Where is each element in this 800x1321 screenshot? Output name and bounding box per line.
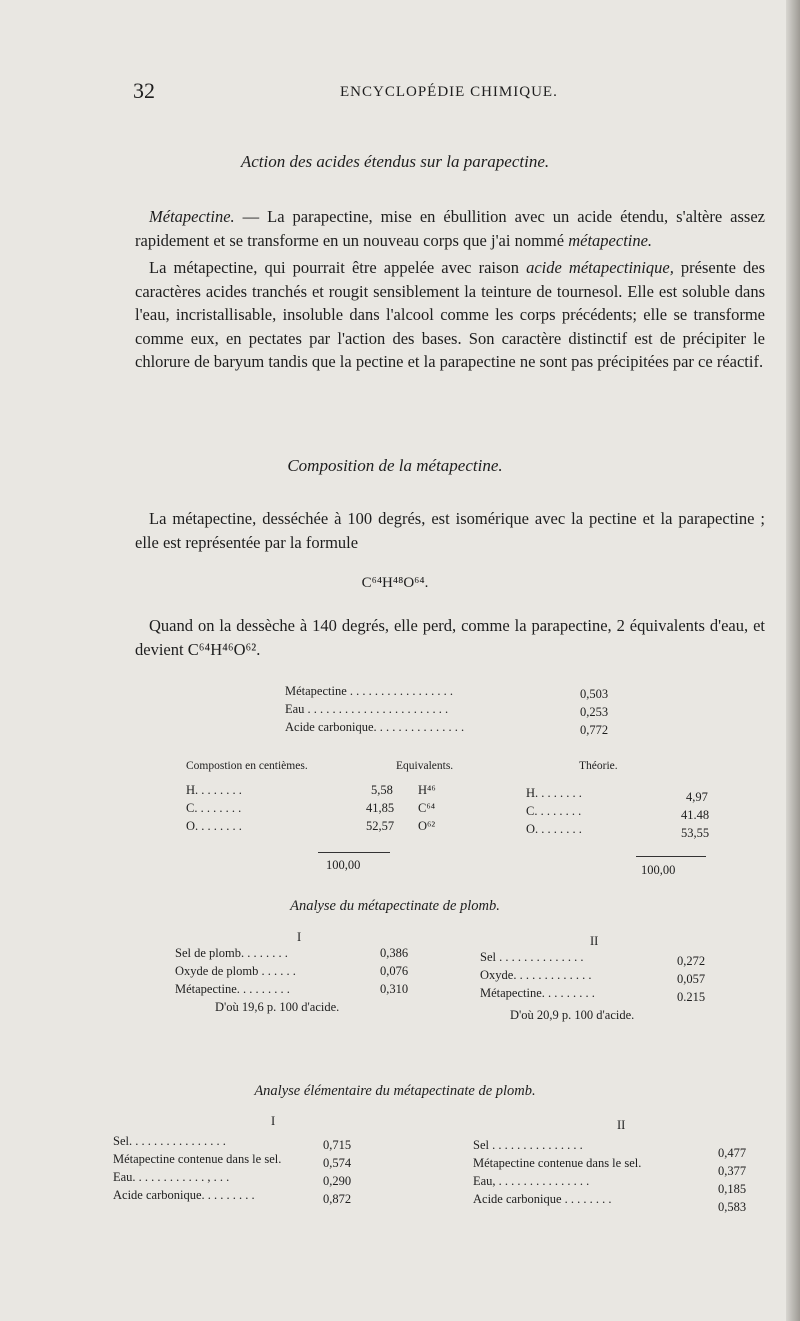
divider: [318, 852, 390, 853]
table-row: Eau. . . . . . . . . . . . , . . . 0,290: [113, 1170, 352, 1188]
paragraph-composition: [135, 507, 765, 554]
paragraph-text: La métapectine, qui pourrait être appelée avec raison: [149, 258, 527, 277]
table-row: Métapectine contenue dans le sel. 0,377: [473, 1156, 747, 1178]
formula: C⁶⁴H⁴⁸O⁶⁴.: [361, 575, 429, 591]
table-row: Métapectine. . . . . . . . . 0.215: [480, 986, 706, 1004]
table-row: Eau . . . . . . . . . . . . . . . . . . . . . . . 0,253: [285, 702, 609, 719]
composition-table: [186, 760, 710, 885]
table-row: Sel . . . . . . . . . . . . . . . 0,477: [473, 1138, 747, 1160]
column-label: I: [271, 1114, 276, 1128]
subsection-title-lead-salt: Analyse du métapectinate de plomb.: [290, 898, 500, 914]
result-note: D'où 20,9 p. 100 d'acide.: [510, 1008, 635, 1022]
paragraph-text: — La parapectine, mise en ébullition avec un acide étendu, s'altère assez rapidement et se transforme en un nouveau corps que j'ai nommé: [135, 207, 765, 250]
column-label: II: [590, 934, 599, 948]
table-row: [480, 1004, 730, 1022]
page-edge-shadow: [786, 0, 800, 1321]
table-row: Acide carbonique. . . . . . . . . 0,872: [113, 1188, 352, 1206]
table-row: Sel. . . . . . . . . . . . . . . . 0,715: [113, 1134, 352, 1152]
total-right: 100,00: [641, 863, 676, 877]
table-row: Oxyde de plomb . . . . . . 0,076: [175, 964, 409, 978]
table-header-row: Compostion en centièmes. Equivalents. Théorie.: [186, 760, 618, 772]
elementary-col-2: [473, 1118, 747, 1214]
analysis-table: [285, 684, 625, 738]
table-row: Eau, . . . . . . . . . . . . . . . 0,185: [473, 1174, 747, 1196]
term-acide-metapectinique: acide métapectinique,: [526, 258, 674, 277]
running-title: ENCYCLOPÉDIE CHIMIQUE.: [340, 84, 558, 100]
result-note: D'où 19,6 p. 100 d'acide.: [215, 1000, 340, 1014]
total-left: 100,00: [326, 858, 361, 872]
column-label: I: [297, 930, 302, 944]
table-row: Sel . . . . . . . . . . . . . . 0,272: [480, 950, 706, 968]
table-row: Sel de plomb. . . . . . . . 0,386: [175, 946, 409, 960]
column-label: II: [617, 1118, 626, 1132]
lead-salt-col-2: [480, 930, 730, 1022]
paragraph-dessiccation: [135, 614, 765, 661]
paragraph-text: Quand on la dessèche à 140 degrés, elle perd, comme la parapectine, 2 équivalents d'eau, et devient C⁶⁴H⁴⁶O⁶².: [135, 616, 765, 659]
elementary-col-1: [113, 1114, 373, 1206]
term-metapectine-new: métapectine.: [568, 230, 653, 250]
divider: [636, 856, 706, 857]
table-row: C. . . . . . . . 41,85 C⁶⁴ C. . . . . . . . 41.48: [186, 801, 710, 822]
table-row: Acide carbonique . . . . . . . . 0,583: [473, 1192, 747, 1214]
paragraph-metapectine-intro: [135, 205, 765, 374]
section-title-composition: Composition de la métapectine.: [287, 456, 503, 475]
paragraph-text: La métapectine, desséchée à 100 degrés, est isomérique avec la pectine et la parapectine ; elle est représentée par la formule: [135, 509, 765, 552]
table-row: Oxyde. . . . . . . . . . . . . 0,057: [480, 968, 706, 986]
table-row: H. . . . . . . . 5,58 H⁴⁶ H. . . . . . . . 4,97: [186, 783, 708, 804]
table-row: Métapectine contenue dans le sel. 0,574: [113, 1152, 352, 1170]
paragraph-text: présente des caractères acides tranchés et rougit sensiblement la teinture de tournesol. Elle est soluble dans l'eau, incristallisable, insoluble dans l'alcool comme les corps précédents; elle se transforme comme eux, en pectates par l'action des bases. Son caractère distinctif est de précipiter le chlorure de baryum tandis que la pectine et la parapectine ne sont pas précipitées par ce réactif.: [135, 258, 766, 371]
table-row: Acide carbonique. . . . . . . . . . . . . . . 0,772: [285, 720, 609, 737]
table-row: Métapectine . . . . . . . . . . . . . . . . . 0,503: [285, 684, 609, 701]
section-title-action: Action des acides étendus sur la parapectine.: [240, 152, 550, 171]
term-metapectine: Métapectine.: [149, 207, 235, 226]
table-row: [175, 1000, 425, 1018]
lead-salt-col-1: [175, 930, 425, 1018]
page-number: 32: [133, 78, 155, 103]
table-row: O. . . . . . . . 52,57 O⁶² O. . . . . . . . 53,55: [186, 819, 710, 840]
subsection-title-elementary: Analyse élémentaire du métapectinate de plomb.: [254, 1083, 536, 1099]
table-row: Métapectine. . . . . . . . . 0,310: [175, 982, 409, 996]
